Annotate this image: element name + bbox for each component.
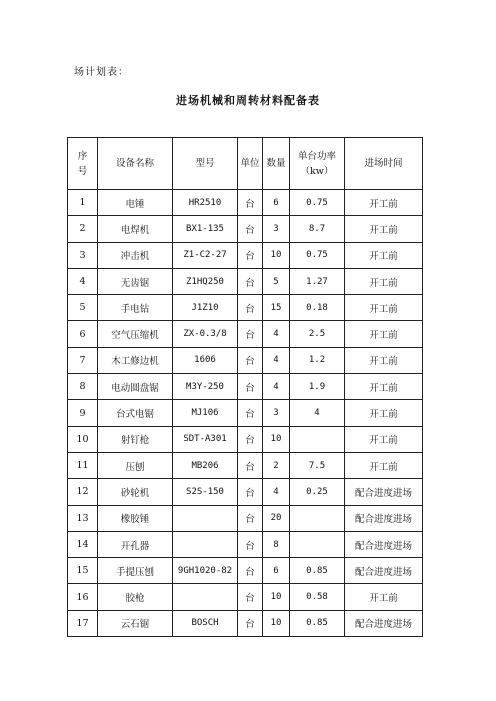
table-row — [68, 242, 423, 268]
header-power-line1: 单台功率 — [297, 150, 336, 162]
cell-no: 17 — [68, 610, 98, 636]
cell-unit: 台 — [238, 295, 263, 321]
cell-unit: 台 — [238, 190, 263, 216]
cell-unit: 台 — [238, 374, 263, 400]
cell-model: Z1-C2-27 — [173, 242, 238, 268]
cell-qty: 10 — [263, 610, 290, 636]
cell-no: 11 — [68, 452, 98, 478]
cell-power: 0.85 — [290, 610, 345, 636]
cell-no: 6 — [68, 321, 98, 347]
cell-name: 手电钻 — [98, 295, 173, 321]
cell-model: BOSCH — [173, 610, 238, 636]
cell-name: 开孔器 — [98, 531, 173, 557]
cell-power: 4 — [290, 400, 345, 426]
cell-power: 1.27 — [290, 268, 345, 294]
cell-qty: 4 — [263, 374, 290, 400]
cell-model: SDT-A301 — [173, 426, 238, 452]
cell-qty: 2 — [263, 452, 290, 478]
cell-power — [290, 426, 345, 452]
cell-name: 胶枪 — [98, 584, 173, 610]
table-row — [68, 479, 423, 505]
cell-power: 0.58 — [290, 584, 345, 610]
cell-power: 0.75 — [290, 242, 345, 268]
table-row — [68, 426, 423, 452]
table-row — [68, 374, 423, 400]
header-power — [290, 138, 345, 190]
cell-power: 1.2 — [290, 347, 345, 373]
table-row — [68, 216, 423, 242]
header-unit: 单位 — [238, 138, 263, 190]
cell-name: 台式电锯 — [98, 400, 173, 426]
cell-no: 13 — [68, 505, 98, 531]
cell-model — [173, 584, 238, 610]
cell-unit: 台 — [238, 347, 263, 373]
cell-qty: 8 — [263, 531, 290, 557]
cell-qty: 3 — [263, 216, 290, 242]
cell-model: 1606 — [173, 347, 238, 373]
table-row — [68, 268, 423, 294]
cell-no: 5 — [68, 295, 98, 321]
cell-unit: 台 — [238, 531, 263, 557]
cell-name: 电锤 — [98, 190, 173, 216]
cell-name: 砂轮机 — [98, 479, 173, 505]
cell-time: 配合进度进场 — [345, 558, 423, 584]
cell-model: ZX-0.3/8 — [173, 321, 238, 347]
cell-unit: 台 — [238, 452, 263, 478]
cell-time: 开工前 — [345, 190, 423, 216]
cell-name: 橡胶锤 — [98, 505, 173, 531]
cell-qty: 10 — [263, 584, 290, 610]
cell-qty: 15 — [263, 295, 290, 321]
cell-no: 7 — [68, 347, 98, 373]
table-row — [68, 295, 423, 321]
cell-time: 开工前 — [345, 216, 423, 242]
cell-name: 云石锯 — [98, 610, 173, 636]
cell-unit: 台 — [238, 242, 263, 268]
cell-qty: 4 — [263, 321, 290, 347]
cell-model — [173, 531, 238, 557]
cell-unit: 台 — [238, 584, 263, 610]
cell-unit: 台 — [238, 505, 263, 531]
cell-model: BX1-135 — [173, 216, 238, 242]
cell-time: 开工前 — [345, 426, 423, 452]
cell-model: M3Y-250 — [173, 374, 238, 400]
cell-time: 开工前 — [345, 347, 423, 373]
intro-text: 场计划表： — [74, 67, 129, 78]
cell-power: 0.18 — [290, 295, 345, 321]
cell-power: 7.5 — [290, 452, 345, 478]
cell-name: 电动圆盘锯 — [98, 374, 173, 400]
cell-qty: 10 — [263, 242, 290, 268]
cell-power — [290, 505, 345, 531]
header-seq — [68, 138, 98, 190]
cell-power: 2.5 — [290, 321, 345, 347]
header-model: 型号 — [173, 138, 238, 190]
table-row — [68, 610, 423, 636]
cell-no: 16 — [68, 584, 98, 610]
cell-name: 射钉枪 — [98, 426, 173, 452]
header-power-line2: （kw） — [300, 165, 334, 177]
cell-model: HR2510 — [173, 190, 238, 216]
cell-model: Z1HQ250 — [173, 268, 238, 294]
cell-time: 配合进度进场 — [345, 610, 423, 636]
cell-name: 压刨 — [98, 452, 173, 478]
cell-name: 手提压刨 — [98, 558, 173, 584]
table-row — [68, 531, 423, 557]
cell-time: 开工前 — [345, 374, 423, 400]
cell-power: 0.85 — [290, 558, 345, 584]
cell-unit: 台 — [238, 268, 263, 294]
header-seq-line1: 序 — [77, 150, 88, 162]
cell-unit: 台 — [238, 426, 263, 452]
table-row — [68, 505, 423, 531]
table-row — [68, 584, 423, 610]
cell-power: 0.25 — [290, 479, 345, 505]
cell-power: 0.75 — [290, 190, 345, 216]
table-row — [68, 558, 423, 584]
header-seq-line2: 号 — [77, 165, 88, 177]
cell-model: MJ106 — [173, 400, 238, 426]
cell-no: 14 — [68, 531, 98, 557]
table-header-row — [68, 138, 423, 190]
cell-qty: 10 — [263, 426, 290, 452]
cell-time: 开工前 — [345, 242, 423, 268]
cell-model: S2S-150 — [173, 479, 238, 505]
cell-qty: 6 — [263, 558, 290, 584]
cell-qty: 3 — [263, 400, 290, 426]
cell-qty: 4 — [263, 479, 290, 505]
cell-time: 开工前 — [345, 452, 423, 478]
table-row — [68, 347, 423, 373]
cell-name: 木工修边机 — [98, 347, 173, 373]
cell-no: 9 — [68, 400, 98, 426]
cell-no: 10 — [68, 426, 98, 452]
cell-unit: 台 — [238, 558, 263, 584]
cell-name: 冲击机 — [98, 242, 173, 268]
cell-qty: 5 — [263, 268, 290, 294]
cell-time: 配合进度进场 — [345, 531, 423, 557]
cell-no: 12 — [68, 479, 98, 505]
cell-power: 1.9 — [290, 374, 345, 400]
cell-unit: 台 — [238, 216, 263, 242]
cell-time: 开工前 — [345, 321, 423, 347]
cell-no: 15 — [68, 558, 98, 584]
cell-time: 开工前 — [345, 400, 423, 426]
equipment-table — [67, 137, 423, 637]
cell-name: 无齿锯 — [98, 268, 173, 294]
cell-power: 8.7 — [290, 216, 345, 242]
header-qty: 数量 — [263, 138, 290, 190]
cell-qty: 20 — [263, 505, 290, 531]
cell-power — [290, 531, 345, 557]
cell-name: 空气压缩机 — [98, 321, 173, 347]
cell-no: 4 — [68, 268, 98, 294]
header-name: 设备名称 — [98, 138, 173, 190]
cell-no: 3 — [68, 242, 98, 268]
table-row — [68, 190, 423, 216]
cell-qty: 4 — [263, 347, 290, 373]
table-row — [68, 452, 423, 478]
cell-unit: 台 — [238, 321, 263, 347]
table-row — [68, 400, 423, 426]
table-row — [68, 321, 423, 347]
table-title: 进场机械和周转材料配备表 — [176, 94, 320, 107]
cell-no: 2 — [68, 216, 98, 242]
cell-time: 配合进度进场 — [345, 479, 423, 505]
cell-time: 开工前 — [345, 295, 423, 321]
cell-time: 开工前 — [345, 268, 423, 294]
cell-unit: 台 — [238, 479, 263, 505]
cell-model: MB206 — [173, 452, 238, 478]
header-time: 进场时间 — [345, 138, 423, 190]
cell-model: 9GH1020-82 — [173, 558, 238, 584]
cell-model — [173, 505, 238, 531]
cell-time: 配合进度进场 — [345, 505, 423, 531]
cell-name: 电焊机 — [98, 216, 173, 242]
cell-unit: 台 — [238, 400, 263, 426]
cell-no: 1 — [68, 190, 98, 216]
table-body — [68, 190, 423, 637]
cell-qty: 6 — [263, 190, 290, 216]
cell-unit: 台 — [238, 610, 263, 636]
cell-no: 8 — [68, 374, 98, 400]
cell-time: 开工前 — [345, 584, 423, 610]
cell-model: J1Z10 — [173, 295, 238, 321]
